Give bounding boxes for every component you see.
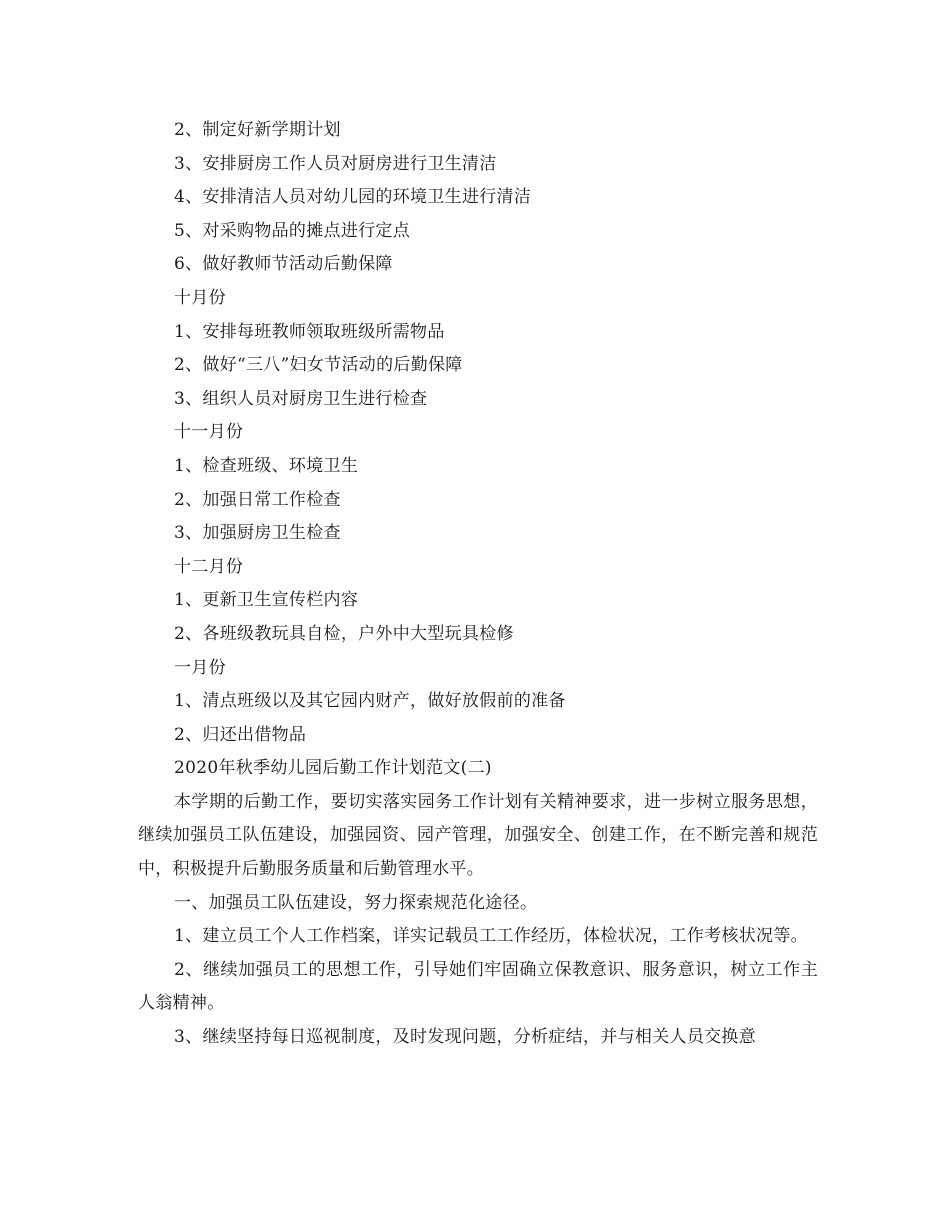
list-item: 2、各班级教玩具自检，户外中大型玩具检修 bbox=[174, 623, 514, 644]
paragraph: 本学期的后勤工作，要切实落实园务工作计划有关精神要求，进一步树立服务思想，继续加强员工队伍建设，加强园资、园产管理，加强安全、创建工作，在不断完善和规范中，积极提升后勤服务质量和后勤管理水平。 bbox=[138, 791, 818, 880]
list-item: 5、对采购物品的摊点进行定点 bbox=[174, 220, 411, 241]
document-body bbox=[138, 114, 818, 1055]
list-item: 2、加强日常工作检查 bbox=[174, 489, 341, 510]
month-heading: 十一月份 bbox=[174, 422, 244, 443]
list-item: 1、检查班级、环境卫生 bbox=[174, 455, 359, 476]
section-title: 2020年秋季幼儿园后勤工作计划范文(二) bbox=[174, 758, 492, 779]
list-item: 1、更新卫生宣传栏内容 bbox=[174, 590, 359, 611]
list-item: 2、归还出借物品 bbox=[174, 724, 307, 745]
list-item: 1、安排每班教师领取班级所需物品 bbox=[174, 321, 445, 342]
paragraph: 一、加强员工队伍建设，努力探索规范化途径。 bbox=[174, 892, 538, 913]
list-item: 2、制定好新学期计划 bbox=[174, 120, 341, 140]
list-item: 6、做好教师节活动后勤保障 bbox=[174, 254, 393, 275]
month-heading: 一月份 bbox=[174, 657, 226, 678]
month-heading: 十二月份 bbox=[174, 556, 244, 577]
list-item: 1、清点班级以及其它园内财产，做好放假前的准备 bbox=[174, 691, 566, 712]
list-item: 3、组织人员对厨房卫生进行检查 bbox=[174, 388, 428, 409]
paragraph: 2、继续加强员工的思想工作，引导她们牢固确立保教意识、服务意识，树立工作主人翁精神。 bbox=[138, 959, 818, 1014]
list-item: 3、加强厨房卫生检查 bbox=[174, 523, 341, 544]
paragraph: 1、建立员工个人工作档案，详实记载员工工作经历，体检状况，工作考核状况等。 bbox=[174, 926, 808, 947]
paragraph: 3、继续坚持每日巡视制度，及时发现问题，分析症结，并与相关人员交换意 bbox=[174, 1027, 757, 1048]
list-item: 2、做好“三八”妇女节活动的后勤保障 bbox=[174, 355, 463, 376]
list-item: 4、安排清洁人员对幼儿园的环境卫生进行清洁 bbox=[174, 187, 532, 208]
month-heading: 十月份 bbox=[174, 287, 226, 308]
list-item: 3、安排厨房工作人员对厨房进行卫生清洁 bbox=[174, 153, 497, 174]
